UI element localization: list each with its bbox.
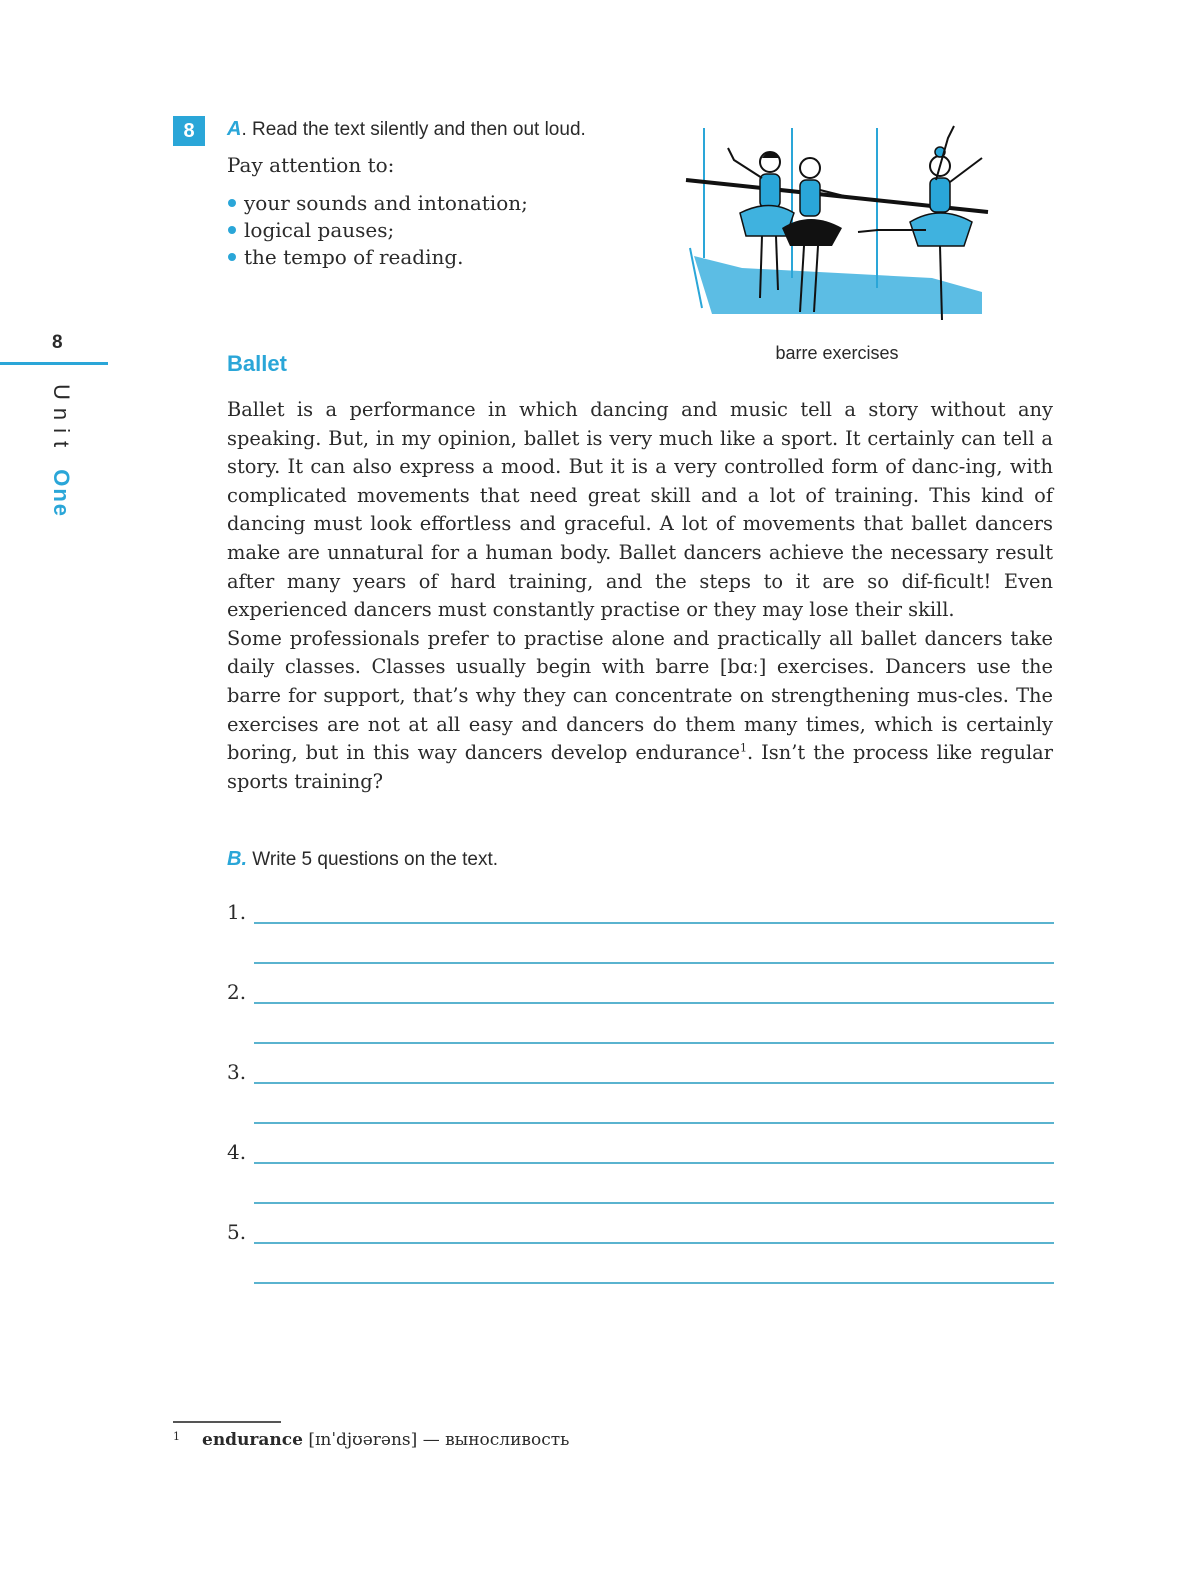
question-row (227, 1140, 1057, 1220)
bullet-dot (228, 199, 236, 207)
answer-line[interactable] (254, 1202, 1054, 1204)
question-row (227, 980, 1057, 1060)
task-a-text: . Read the text silently and then out loud. (241, 119, 586, 140)
footnote-word: endurance (202, 1430, 303, 1450)
attention-list (227, 190, 528, 271)
footnote-rule (173, 1421, 281, 1423)
answer-line[interactable] (254, 1162, 1054, 1164)
list-item: your sounds and intonation; (227, 190, 528, 217)
task-b (227, 848, 498, 871)
question-row (227, 1220, 1057, 1300)
image-caption: barre exercises (775, 343, 899, 363)
task-a-letter: A (227, 118, 242, 140)
task-b-text: Write 5 questions on the text. (247, 849, 499, 870)
answer-line[interactable] (254, 1002, 1054, 1004)
footnote (173, 1430, 569, 1450)
answer-line[interactable] (254, 1282, 1054, 1284)
unit-label (48, 384, 74, 518)
ballet-illustration (682, 118, 992, 332)
margin-rule (0, 362, 108, 365)
unit-word: Unit (49, 384, 74, 456)
pay-attention-label: Pay attention to: (227, 153, 395, 177)
answer-line[interactable] (254, 1242, 1054, 1244)
unit-number: One (49, 469, 74, 519)
bullet-dot (228, 226, 236, 234)
reading-text (227, 396, 1053, 796)
text-title: Ballet (227, 351, 287, 376)
question-number: 2. (227, 980, 247, 1004)
question-row (227, 900, 1057, 980)
question-number: 1. (227, 900, 247, 924)
question-number: 4. (227, 1140, 247, 1164)
paragraph-2: Some professionals prefer to practise alone and practically all ballet dancers take daily classes. Classes usually begin with barre [bɑː] exercises. Dancers use the barre for support, that’s why they can concentrate on strengthening mus-cles. The exercises are not at all easy and dancers do them many times, which is certainly boring, but in this way dancers develop endurance$^1$. Isn’t the process like regular sports training? (227, 626, 1053, 793)
exercise-number: 8 (173, 116, 205, 146)
answer-line[interactable] (254, 1082, 1054, 1084)
task-b-letter: B. (227, 848, 247, 870)
bullet-dot (228, 253, 236, 261)
answer-line[interactable] (254, 962, 1054, 964)
answer-line[interactable] (254, 1042, 1054, 1044)
footnote-transcription: [ɪnˈdjʊərəns] (308, 1430, 418, 1450)
answer-line[interactable] (254, 1122, 1054, 1124)
question-row (227, 1060, 1057, 1140)
page-number: 8 (52, 332, 63, 353)
paragraph-1: Ballet is a performance in which dancing and music tell a story without any speaking. But, in my opinion, ballet is very much like a sport. It certainly can tell a story. It can also express a mood. But it is a very controlled form of danc-ing, with complicated movements that need great skill and a lot of training. This kind of dancing must look effortless and graceful. A lot of movements that ballet dancers make are unnatural for a human body. Ballet dancers achieve the necessary result after many years of hard training, and the steps to it are so dif-ficult! Even experienced dancers must constantly practise or they may lose their skill. (227, 398, 1053, 622)
footnote-translation: — выносливость (422, 1430, 570, 1450)
answer-line[interactable] (254, 922, 1054, 924)
task-a (227, 118, 586, 141)
question-number: 3. (227, 1060, 247, 1084)
footnote-mark: 1 (173, 1430, 180, 1443)
question-number: 5. (227, 1220, 247, 1244)
list-item: the tempo of reading. (227, 244, 528, 271)
footnote-ref: 1 (739, 741, 747, 755)
list-item: logical pauses; (227, 217, 528, 244)
